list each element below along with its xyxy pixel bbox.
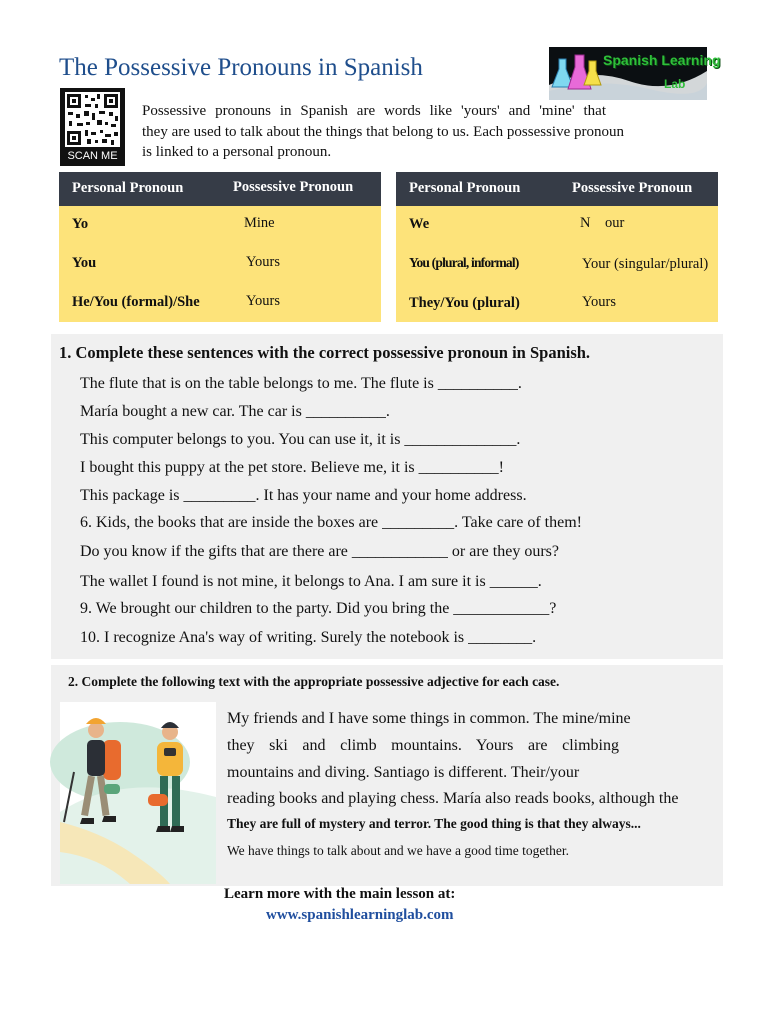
exercise-1-sentence: 9. We brought our children to the party. Did you bring the ____________? [80, 600, 557, 617]
exercise-2-line: reading books and playing chess. María also reads books, although the [227, 790, 679, 807]
footer-link[interactable]: www.spanishlearninglab.com [266, 907, 454, 923]
table-cell: Yours [246, 254, 280, 270]
exercise-1-sentence: 10. I recognize Ana's way of writing. Surely the notebook is ________. [80, 629, 537, 646]
page-title: The Possessive Pronouns in Spanish [59, 54, 423, 81]
exercise-1-sentence: The wallet I found is not mine, it belongs to Ana. I am sure it is ______. [80, 573, 542, 590]
intro-line: Possessive pronouns in Spanish are words like 'yours' and 'mine' that [142, 103, 606, 119]
qr-scan-label: SCAN ME [67, 150, 118, 162]
exercise-1-sentence: María bought a new car. The car is __________. [80, 403, 390, 420]
table-cell: Yours [582, 294, 616, 310]
exercise-1-sentence: The flute that is on the table belongs to me. The flute is __________. [80, 375, 522, 392]
exercise-2-line: My friends and I have some things in common. The mine/mine [227, 710, 631, 727]
exercise-2-heading: 2. Complete the following text with the appropriate possessive adjective for each case. [68, 674, 560, 689]
table-header-cell: Personal Pronoun [72, 180, 184, 196]
table-cell: Mine [244, 215, 275, 231]
table-body [396, 206, 718, 322]
table-cell: You (plural, informal) [409, 255, 519, 270]
hikers-illustration [60, 702, 216, 884]
exercise-2-line: mountains and diving. Santiago is different. Their/your [227, 764, 580, 781]
table-cell: They/You (plural) [409, 295, 520, 311]
exercise-1-sentence: I bought this puppy at the pet store. Believe me, it is __________! [80, 459, 504, 476]
exercise-1-sentence: This package is _________. It has your name and your home address. [80, 487, 527, 504]
table-header [396, 172, 718, 206]
qr-code-icon [65, 92, 120, 147]
table-cell: Yours [246, 293, 280, 309]
table-cell: Yo [72, 216, 89, 232]
spanish-learning-lab-logo [549, 47, 721, 100]
table-body [59, 206, 381, 322]
table-header-cell: Personal Pronoun [409, 180, 521, 196]
exercise-1-sentence: 6. Kids, the books that are inside the boxes are _________. Take care of them! [80, 514, 582, 531]
exercise-2-line: They are full of mystery and terror. The good thing is that they always... [227, 816, 641, 831]
exercise-1-sentence: This computer belongs to you. You can use it, it is ______________. [80, 431, 521, 448]
pronoun-table-right [396, 172, 718, 322]
intro-line: they are used to talk about the things that belong to us. Each possessive pronoun [142, 123, 624, 140]
table-header-cell: Possessive Pronoun [233, 179, 354, 195]
exercise-1-sentence: Do you know if the gifts that are there are ____________ or are they ours? [80, 543, 559, 560]
footer-text: Learn more with the main lesson at: [224, 886, 456, 902]
exercise-1-heading: 1. Complete these sentences with the correct possessive pronoun in Spanish. [59, 343, 591, 362]
hikers-icon [60, 702, 216, 884]
intro-paragraph [142, 101, 648, 163]
pronoun-table-left [59, 172, 381, 322]
exercise-2-line: We have things to talk about and we have a good time together. [227, 843, 569, 858]
table-cell: You [72, 255, 97, 271]
table-cell: We [409, 216, 430, 232]
logo-text-line1: Spanish Learning [603, 52, 721, 68]
table-cell: Your (singular/plural) [582, 256, 709, 272]
qr-pattern [65, 92, 120, 147]
intro-line: is linked to a personal pronoun. [142, 144, 332, 160]
logo-text-line2: Lab [664, 77, 686, 91]
table-header-cell: Possessive Pronoun [572, 180, 693, 196]
qr-code[interactable] [60, 88, 125, 166]
exercise-2-line: they ski and climb mountains. Yours are climbing [227, 737, 619, 754]
table-cell: He/You (formal)/She [72, 294, 200, 310]
table-header [59, 172, 381, 206]
table-cell: N our [580, 215, 625, 231]
